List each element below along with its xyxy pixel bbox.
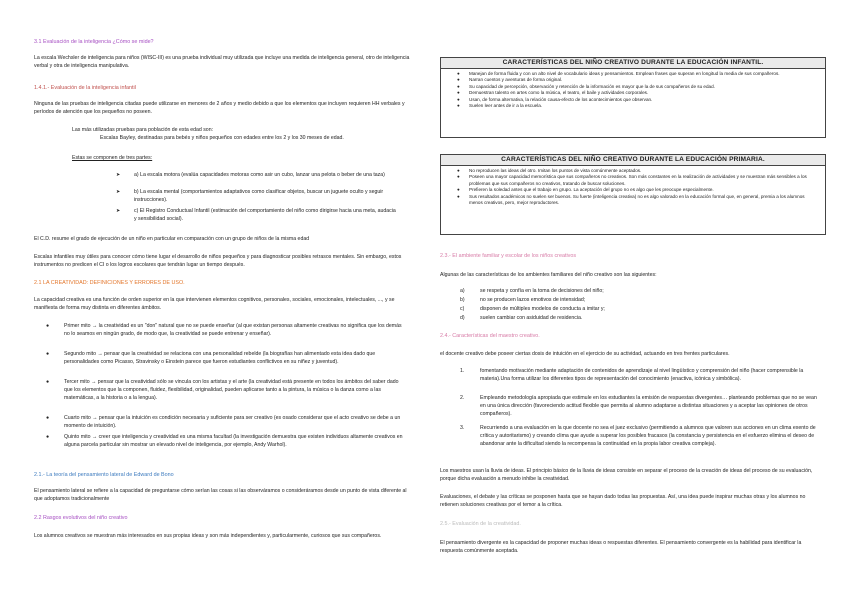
front-item: 3. Recurriendo a una evaluación en la que docente no sea el juez exclusivo (permitiendo a alumnos que valoren sus acciones en un clima exento de crítica y autoritarismo) y creando clima que ayude a superar los posibles fracasos (la constancia y persistencia en el esfuerzo elimina el deseo de abandonar ante la dificultad siendo la recompensa la continuidad en la propia labor creativa compleja). — [460, 425, 816, 448]
myth-item: ● Cuarto mito → pensar que la intuición es condición necesaria y suficiente para ser creativo (es osado considerar que el acto creativo se debe a un momento de intuición). — [46, 415, 401, 430]
para-escalas-bayley: Escalas Bayley, destinadas para bebés y niños pequeños con edades entre los 2 y los 30 meses de edad. — [100, 135, 344, 141]
bullet-dot-icon: ● — [457, 71, 460, 76]
bullet-dot-icon: ● — [457, 103, 460, 109]
list-item: ● Poseen una mayor capacidad memorística que sus compañeros no creativos. Son más constantes en la realización de actividades y se muestran más sensibles a los problemas que sus compañeros no creativos, tratando de buscar soluciones. — [457, 174, 807, 186]
part-item: ➤ c) El Registro Conductual Infantil (estimación del comportamiento del niño como dirigirse hacia una meta, audacia y sensibilidad social). — [116, 208, 396, 223]
bullet-dot-icon: ● — [46, 415, 50, 421]
bullet-dot-icon: ● — [457, 168, 460, 173]
myth-item: ● Segundo mito → pensar que la creatividad se relaciona con una personalidad rebelde (la biografías han alimentado esta idea dado que personalidades como Picasso, Stravinsky o Einstein parece que fueron estudiantes conflictivos en su niñez y juventud). — [46, 351, 376, 366]
arrow-bullet-icon: ➤ — [116, 189, 121, 195]
para-de-bono: El pensamiento lateral se refiere a la capacidad de preguntarse cómo serían las cosas si las observáramos o consideráramos desde un punto de vista diferente al que adoptamos tradicionalmente — [34, 488, 407, 503]
part-item: ➤ a) La escala motora (evalúa capacidades motoras como asir un cubo, lanzar una pelota o beber de una taza) — [116, 172, 385, 178]
list-item: ● Su capacidad de percepción, observación y retención de la información es mayor que la de sus compañeros de su edad. — [457, 83, 715, 89]
heading-evaluacion-creatividad: 2.5.- Evaluación de la creatividad. — [440, 521, 521, 527]
family-item: a) se respeta y confía en la toma de decisiones del niño; — [460, 288, 604, 294]
list-item: ● Manejan de forma fluida y con un alto nivel de vocabulario ideas y pensamientos. Emplean frases que superan en longitud la media de sus compañeros. — [457, 71, 780, 76]
para-rasgos: Los alumnos creativos se muestran más interesados en sus propias ideas y son más independientes y, particularmente, curiosos que sus compañeros. — [34, 533, 382, 539]
para-algunas: Algunas de las características de los ambientes familiares del niño creativo son las siguientes: — [440, 272, 657, 278]
list-item: ● Sus resultados académicos no suelen ser buenos. Su fuerte (inteligencia creativa) no es algo valorado en la educación formal que, en general, premia a los alumnos menos creativos, pero, mejor reproductores. — [457, 193, 805, 206]
arrow-bullet-icon: ➤ — [116, 208, 121, 214]
list-item: ● Demuestran talento en artes como la música, el teatro, el baile y actividades corporales. — [457, 90, 649, 96]
para-ninguna: Ninguna de las pruebas de inteligencia citadas puede utilizarse en menores de 2 años y medio debido a que los elementos que incluyen requieren HH verbales y períodos de atención que los pequeños no poseen. — [34, 101, 405, 116]
list-item: ● No reproducen las ideas del otro. Imitan los puntos de vista comúnmente aceptados. — [457, 168, 642, 173]
para-escalas-infantiles: Escalas infantiles muy útiles para conocer cómo tiene lugar el desarrollo de niños pequeños y para diagnosticar posibles retrasos mentales. Sin embargo, estos instrumentos no predicen el CI o los logros escolares que tendrán lugar un tiempo después. — [34, 254, 402, 269]
heading-creatividad: 2.1 LA CREATIVIDAD: DEFINICIONES Y ERRORES DE USO. — [34, 280, 185, 286]
bullet-dot-icon: ● — [457, 193, 460, 199]
part-item: ➤ b) La escala mental (comportamientos adaptativos como clasificar objetos, buscar un juguete oculto y seguir instrucciones). — [116, 189, 384, 204]
list-item: ● Narran cuentos y aventuras de forma original. — [457, 77, 563, 83]
para-wechsler: La escala Wechsler de inteligencia para niños (WISC-III) es una prueba individual muy utilizada que incluye una medida de inteligencia general, otro de inteligencia verbal y otra de inteligencia manipulativa. — [34, 55, 410, 70]
bullet-dot-icon: ● — [46, 434, 50, 440]
bullet-dot-icon: ● — [457, 77, 460, 83]
bullet-dot-icon: ● — [46, 379, 50, 385]
bullet-dot-icon: ● — [457, 83, 460, 89]
para-cd: El C.D. resume el grado de ejecución de un niño en particular en comparación con un grupo de niños de la misma edad — [34, 236, 310, 242]
heading-inteligencia-infantil: 1.4.1.- Evaluación de la inteligencia infantil — [34, 85, 136, 91]
list-item: ● Prefieren la soledad antes que el trabajo en grupo. La aceptación del grupo no es algo que les preocupe especialmente. — [457, 187, 714, 193]
front-item: 1. fomentando motivación mediante adaptación de contenidos de aprendizaje al nivel lingüístico y comprensión del niño (hacer comprensible la materia).Una forma utilizar los diferentes tipos de representación del conocimiento (enactiva, icónica y simbólica). — [460, 368, 804, 383]
heading-ambiente: 2.3.- El ambiente familiar y escolar de los niños creativos — [440, 253, 577, 259]
front-item: 2. Empleando metodología apropiada que estimule en los estudiantes la emisión de respuestas divergentes… planteando problemas que no se vean en una única dirección (favoreciendo actitud flexible que permita al alumno adaptarse a distintas situaciones y a aceptar las opiniones de otros compañeros). — [460, 395, 817, 418]
family-item: b) no se producen lazos emotivos de intensidad; — [460, 297, 586, 303]
box-infantil-title: CARACTERÍSTICAS DEL NIÑO CREATIVO DURANTE LA EDUCACIÓN INFANTIL. — [441, 58, 825, 69]
bullet-dot-icon: ● — [457, 174, 460, 180]
para-mas-utilizadas: Las más utilizadas pruebas para población de esta edad son: — [72, 127, 214, 133]
heading-de-bono: 2.1.- La teoría del pensamiento lateral de Edward de Bono — [34, 472, 174, 478]
family-item: c) disponen de múltiples modelos de conducta a imitar y; — [460, 306, 605, 312]
para-capacidad-creativa: La capacidad creativa es una función de orden superior en la que intervienen elementos cognitivos, personales, sociales, emocionales, intelectuales, ..., y se manifiesta de forma muy distinta en diferentes ámbitos. — [34, 297, 395, 312]
bullet-dot-icon: ● — [46, 351, 50, 357]
heading-maestro: 2.4.- Características del maestro creativo. — [440, 333, 540, 339]
list-item: ● Usan, de forma alternativa, la relación causa-efecto de los acontecimientos que observan. — [457, 96, 653, 102]
box-infantil — [440, 57, 826, 138]
box-primaria-title: CARACTERÍSTICAS DEL NIÑO CREATIVO DURANTE LA EDUCACIÓN PRIMARIA. — [441, 155, 825, 166]
list-item: ● Suelen leer antes de ir a la escuela. — [457, 103, 543, 109]
bullet-dot-icon: ● — [457, 187, 460, 193]
para-componen: Estas se componen de tres partes: — [72, 155, 153, 161]
myth-item: ● Primer mito → la creatividad es un "don" natural que no se puede enseñar (al que existan personas altamente creativas no significa que los demás no lo seamos en ningún grado, de modo que, la creatividad se puede entrenar y enseñar). — [46, 323, 402, 338]
para-lluvia: Los maestros usan la lluvia de ideas. El principio básico de la lluvia de ideas consiste en separar el proceso de la creación de ideas del proceso de su evaluación, porque dicha evaluación a menudo inhibe la creatividad. — [440, 468, 813, 483]
myth-item: ● Tercer mito → pensar que la creatividad sólo se vincula con los artistas y el arte (la creatividad está presente en todos los ámbitos del saber dado que los elementos que la componen, fluidez, flexibilidad, originalidad, pueden aplicarse tanto a la pintura, la música o la danza como a las matemáticas, a la historia o a la lengua). — [46, 379, 399, 402]
myth-item: ● Quinto mito → creer que inteligencia y creatividad es una misma facultad (la investigación demuestra que existen individuos altamente creativos en alguna parcela particular sin mostrar un elevado nivel de inteligencia, por ejemplo, Andy Warhol). — [46, 434, 403, 449]
bullet-dot-icon: ● — [457, 96, 460, 102]
heading-rasgos: 2.2 Rasgos evolutivos del niño creativo — [34, 515, 128, 521]
para-divergente: El pensamiento divergente es la capacidad de proponer muchas ideas o respuestas diferentes. El pensamiento convergente es la habilidad para identificar la respuesta comúnmente aceptada. — [440, 540, 802, 555]
family-item: d) suelen cambiar con asiduidad de residencia. — [460, 315, 583, 321]
para-evaluaciones: Evaluaciones, el debate y las críticas se posponen hasta que se hayan dado todas las propuestas. Así, una idea puede inspirar muchas otras y los alumnos no retienen soluciones creativas por el temor a la crítica. — [440, 494, 806, 509]
bullet-dot-icon: ● — [46, 323, 50, 329]
section-heading-evaluacion: 3.1 Evaluación de la inteligencia ¿Cómo se mide? — [34, 39, 154, 45]
bullet-dot-icon: ● — [457, 90, 460, 96]
box-primaria — [440, 154, 826, 235]
arrow-bullet-icon: ➤ — [116, 172, 121, 178]
para-docente: el docente creativo debe poseer ciertas dosis de intuición en el ejercicio de su actividad, actuando en tres frentes particulares. — [440, 351, 730, 357]
